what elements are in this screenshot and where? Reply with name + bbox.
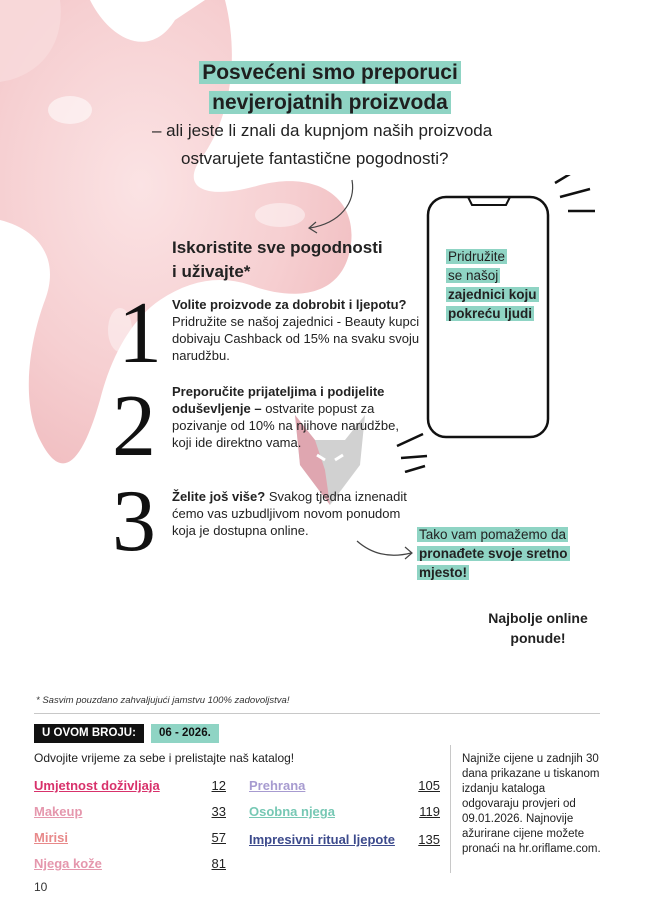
callout-line-2: pronađete svoje sretno: [419, 546, 568, 561]
column-divider: [450, 745, 451, 873]
divider: [34, 713, 600, 714]
price-note: Najniže cijene u zadnjih 30 dana prikazane u tiskanom izdanju kataloga odgovaraju provjeri od 09.01.2026. Najnovije ažurirane cijene možete pronaći na hr.oriflame.com.: [462, 753, 601, 855]
toc-link-impresivni-ritual[interactable]: Impresivni ritual ljepote: [249, 832, 395, 847]
step-1-body: Pridružite se našoj zajednici - Beauty kupci dobivaju Cashback od 15% na svaku svoju narudžbu.: [172, 314, 420, 363]
callout-line-1: Tako vam pomažemo da: [419, 527, 567, 542]
phone-sparkle-lines-icon: [395, 428, 435, 473]
page-number: 10: [34, 880, 48, 894]
toc-page-impresivni-ritual[interactable]: 135: [418, 832, 440, 847]
issue-number-badge: 06 - 2026.: [151, 724, 219, 743]
title-line-1: Posvećeni smo preporuci: [199, 61, 461, 84]
callout-line-3: mjesto!: [419, 565, 468, 580]
step-3-bold: Želite još više?: [172, 489, 266, 504]
step-3-text: [172, 488, 422, 539]
step-1-number: 1: [118, 285, 162, 382]
benefits-heading-line-1: Iskoristite sve pogodnosti: [172, 238, 383, 257]
phone-line-2: se našoj: [448, 268, 499, 283]
toc-page-prehrana[interactable]: 105: [418, 778, 440, 793]
step-1-bold: Volite proizvode za dobrobit i ljepotu?: [172, 297, 407, 312]
footnote: * Sasvim pouzdano zahvaljujući jamstvu 100% zadovoljstva!: [36, 695, 290, 706]
phone-text: [446, 247, 546, 323]
best-offers-text: [478, 608, 598, 648]
toc-page-osobna-njega[interactable]: 119: [419, 804, 440, 819]
benefits-heading-line-2: i uživajte*: [172, 262, 251, 281]
step-3-number: 3: [112, 473, 156, 570]
issue-intro: Odvojite vrijeme za sebe i prelistajte naš katalog!: [34, 751, 295, 765]
benefits-heading: [172, 236, 412, 284]
step-2-number: 2: [112, 378, 156, 475]
callout-text: [417, 525, 597, 582]
phone-line-3: zajednici koju: [448, 287, 537, 302]
step-2-bold: Preporučite prijateljima i podijelite oduševljenje –: [172, 384, 385, 416]
best-offers-line-2: ponude!: [510, 630, 566, 646]
arrow-right-icon: [355, 535, 415, 565]
toc-page-makeup[interactable]: 33: [211, 804, 226, 819]
toc-link-umjetnost[interactable]: Umjetnost doživljaja: [34, 778, 160, 793]
step-2-text: [172, 383, 422, 451]
toc-link-njega-koze[interactable]: Njega kože: [34, 856, 102, 871]
phone-line-4: pokreću ljudi: [448, 306, 533, 321]
curved-arrow-icon: [300, 178, 370, 238]
step-2-body: ostvarite popust za pozivanje od 10% na njihove narudžbe, koji ide direktno vama.: [172, 401, 399, 450]
step-3-body: Svakog tjedna iznenadit ćemo vas uzbudljivom novom ponudom koja je dostupna online.: [172, 489, 407, 538]
title-line-2: nevjerojatnih proizvoda: [209, 91, 451, 114]
toc-page-umjetnost[interactable]: 12: [211, 778, 226, 793]
phone-line-1: Pridružite: [448, 249, 506, 264]
toc-link-makeup[interactable]: Makeup: [34, 804, 83, 819]
toc-link-osobna-njega[interactable]: Osobna njega: [249, 804, 335, 819]
step-1-text: [172, 296, 422, 364]
toc-page-mirisi[interactable]: 57: [211, 830, 226, 845]
issue-label-badge: U OVOM BROJU:: [34, 724, 144, 743]
toc-page-njega-koze[interactable]: 81: [211, 856, 226, 871]
best-offers-line-1: Najbolje online: [488, 610, 588, 626]
toc-link-mirisi[interactable]: Mirisi: [34, 830, 68, 845]
page-title: [190, 58, 470, 118]
subtitle-line-1: – ali jeste li znali da kupnjom naših proizvoda: [152, 121, 493, 140]
toc-link-prehrana[interactable]: Prehrana: [249, 778, 306, 793]
subtitle-line-2: ostvarujete fantastične pogodnosti?: [181, 149, 449, 168]
